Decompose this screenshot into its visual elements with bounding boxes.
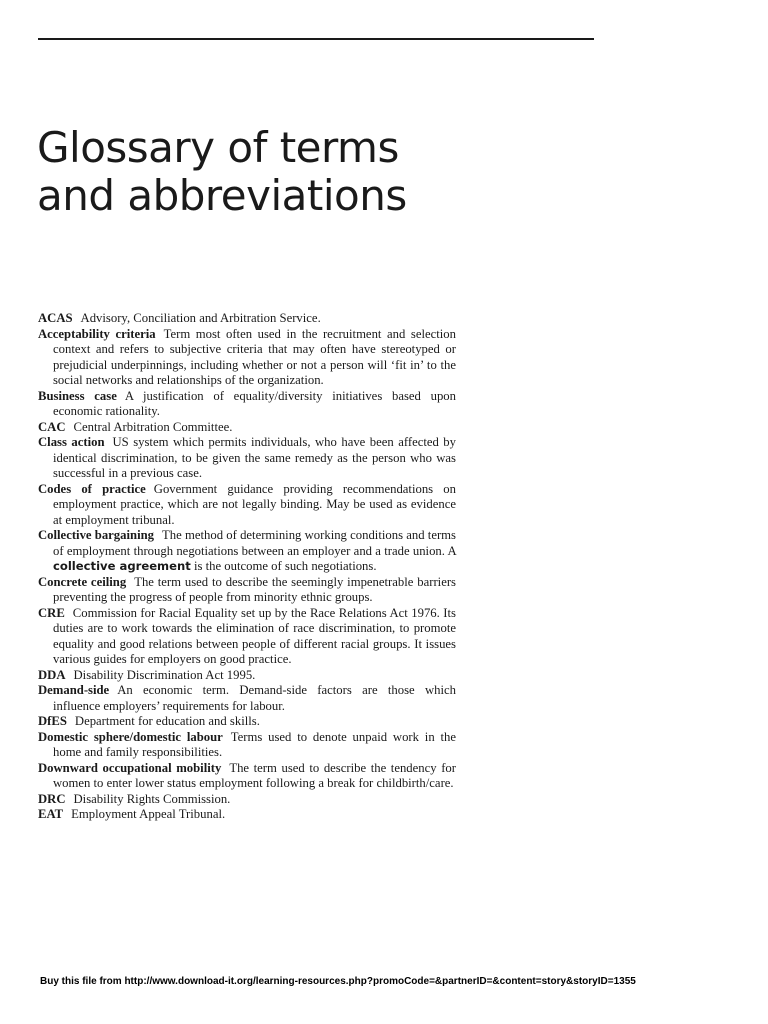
glossary-definition: Advisory, Conciliation and Arbitration Service. (80, 311, 321, 325)
glossary-term: CRE (38, 605, 65, 620)
page-title-line-2: and abbreviations (37, 171, 407, 220)
glossary-term: Collective bargaining (38, 528, 155, 542)
glossary-term: Demand-side (38, 683, 110, 697)
glossary-entry-acceptability-criteria (38, 327, 456, 389)
glossary-entry-cac (38, 420, 456, 436)
glossary-term: ACAS (38, 311, 73, 325)
glossary-entry-domestic-sphere (38, 730, 456, 761)
glossary-entry-codes-of-practice (38, 482, 456, 529)
glossary-entry-acas (38, 311, 456, 327)
glossary-definition: The term used to describe the seemingly impenetrable barriers preventing the progress of people from minority ethnic groups. (53, 574, 456, 604)
glossary-definition: A justification of equality/diversity initiatives based upon economic rationality. (53, 388, 456, 418)
glossary-term: Domestic sphere/domestic labour (38, 729, 223, 744)
glossary-term: Business case (38, 388, 117, 403)
glossary-entry-concrete-ceiling (38, 575, 456, 606)
glossary-term: CAC (38, 419, 66, 434)
glossary-entry-collective-bargaining (38, 528, 456, 575)
glossary-definition: Government guidance providing recommendations on employment practice, which are not legally binding. May be used as evidence at employment tribunal. (53, 481, 456, 527)
glossary-term: Downward occupational mobility (38, 760, 222, 775)
glossary-definition: The method of determining working conditions and terms of employment through negotiations between an employer and a trade union. A (53, 528, 456, 558)
glossary-definition: Terms used to denote unpaid work in the home and family responsibilities. (53, 729, 457, 759)
glossary-definition: The term used to describe the tendency for women to enter lower status employment following a break for childbirth/care. (53, 760, 456, 790)
glossary-definition: US system which permits individuals, who have been affected by identical discrimination, to be given the same remedy as the person who was successful in a previous case. (53, 435, 456, 480)
glossary-entry-eat (38, 807, 456, 823)
glossary-term: Class action (38, 435, 105, 449)
glossary-definition: Commission for Racial Equality set up by the Race Relations Act 1976. Its duties are to work towards the elimination of race discrimination, to promote equality and good relations between people of different racial groups. It issues various guides for employers on good practice. (53, 605, 456, 666)
glossary-definition: Employment Appeal Tribunal. (71, 807, 226, 821)
download-source-note: Buy this file from http://www.download-it.org/learning-resources.php?promoCode=&partnerID=&content=story&storyID=1355 (40, 976, 636, 987)
glossary-term: EAT (38, 807, 64, 821)
glossary-term: Concrete ceiling (38, 574, 127, 589)
glossary-entry-cre (38, 606, 456, 668)
glossary-term: Codes of practice (38, 481, 146, 496)
glossary-entry-dda (38, 668, 456, 684)
glossary-term: DfES (38, 714, 67, 728)
glossary-inline-term: collective agreement (53, 559, 191, 573)
top-rule (38, 38, 594, 40)
glossary-entry-demand-side (38, 683, 456, 714)
glossary-term: DDA (38, 667, 66, 682)
glossary-term: DRC (38, 791, 66, 806)
glossary-definition-continued: is the outcome of such negotiations. (193, 559, 377, 573)
glossary-term: Acceptability criteria (38, 326, 156, 341)
glossary-entry-dfes (38, 714, 456, 730)
glossary-definition: Department for education and skills. (74, 714, 260, 728)
glossary-definition: Term most often used in the recruitment and selection context and refers to subjective criteria that may often have stereotyped or prejudicial underpinnings, including whether or not a person will ‘fit in’ to the social networks and relationships of the organization. (53, 326, 456, 387)
page-title-line-1: Glossary of terms (37, 123, 399, 172)
glossary-definition: An economic term. Demand-side factors are those which influence employers’ requirements for labour. (53, 683, 456, 713)
page-title (37, 124, 407, 220)
glossary-definition: Disability Rights Commission. (73, 791, 231, 806)
glossary-entry-downward-occupational-mobility (38, 761, 456, 792)
glossary-entry-class-action (38, 435, 456, 482)
glossary-entry-drc (38, 792, 456, 808)
glossary-entry-business-case (38, 389, 456, 420)
glossary-list (38, 311, 456, 823)
glossary-definition: Central Arbitration Committee. (73, 419, 233, 434)
glossary-definition: Disability Discrimination Act 1995. (73, 667, 256, 682)
